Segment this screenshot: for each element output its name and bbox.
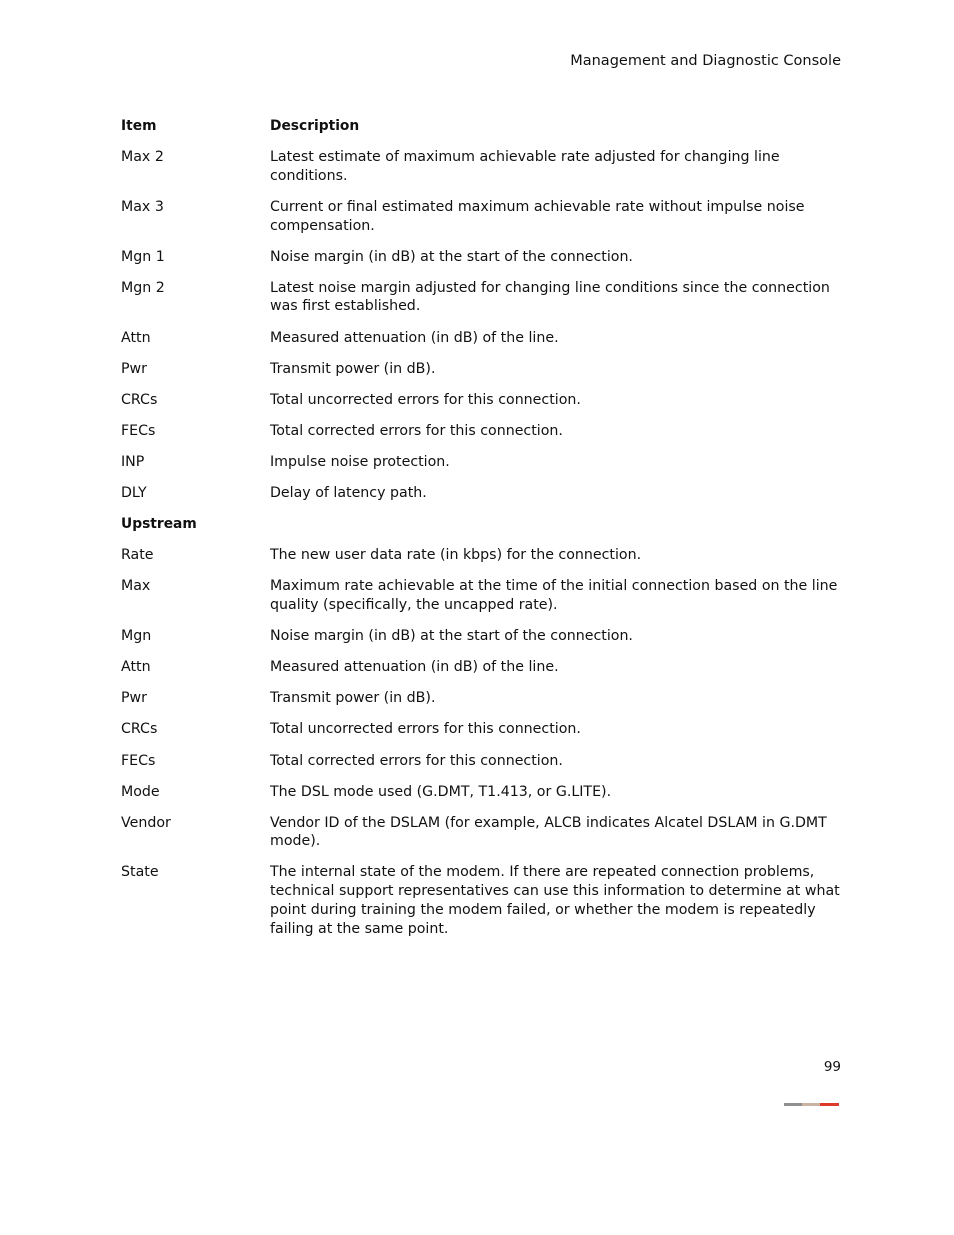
item-cell: Attn: [121, 329, 151, 346]
description-cell: Total uncorrected errors for this connection.: [270, 391, 581, 408]
table-row: [121, 546, 841, 565]
description-cell: Noise margin (in dB) at the start of the connection.: [270, 248, 633, 265]
table-row: [121, 484, 841, 503]
description-cell: Latest estimate of maximum achievable rate adjusted for changing line conditions.: [270, 149, 780, 184]
table-row: [121, 783, 841, 802]
table-row: [121, 814, 841, 851]
item-cell: Max 2: [121, 149, 164, 166]
table-row: [121, 279, 841, 316]
table-row: [121, 863, 841, 938]
description-cell: The new user data rate (in kbps) for the connection.: [270, 547, 642, 564]
item-cell: CRCs: [121, 391, 158, 408]
item-cell: Mode: [121, 783, 160, 800]
description-cell: Maximum rate achievable at the time of the initial connection based on the line quality (specifically, the uncapped rate).: [270, 578, 838, 614]
description-cell: Transmit power (in dB).: [270, 690, 436, 707]
description-cell: Total corrected errors for this connection.: [270, 422, 563, 439]
item-cell: State: [121, 864, 159, 881]
description-cell: Latest noise margin adjusted for changing line conditions since the connection was first established.: [270, 279, 830, 315]
table-row: [121, 752, 841, 771]
description-cell: Total corrected errors for this connection.: [270, 752, 563, 769]
item-cell: Mgn: [121, 628, 152, 645]
item-cell: Max: [121, 578, 151, 595]
item-cell: CRCs: [121, 721, 158, 738]
description-cell: Vendor ID of the DSLAM (for example, ALCB indicates Alcatel DSLAM in G.DMT mode).: [270, 814, 827, 850]
table-row: [121, 577, 841, 614]
description-cell: Noise margin (in dB) at the start of the connection.: [270, 628, 633, 645]
item-description-table: [121, 117, 841, 951]
item-cell: Rate: [121, 547, 154, 564]
footer-bar-segment-gray: [784, 1103, 802, 1106]
table-row: [121, 627, 841, 646]
table-header-row: [121, 117, 841, 136]
section-heading-upstream: [121, 515, 841, 534]
table-row: [121, 329, 841, 348]
description-cell: The DSL mode used (G.DMT, T1.413, or G.LITE).: [270, 783, 612, 800]
table-row: [121, 422, 841, 441]
item-cell: Attn: [121, 659, 151, 676]
item-cell: Vendor: [121, 814, 171, 831]
description-cell: Total uncorrected errors for this connection.: [270, 721, 581, 738]
table-row: [121, 148, 841, 185]
table-row: [121, 658, 841, 677]
table-row: [121, 360, 841, 379]
item-cell: Max 3: [121, 198, 164, 215]
footer-color-bar: [784, 1103, 839, 1106]
item-cell: Mgn 2: [121, 279, 165, 296]
section-label: Upstream: [121, 516, 197, 533]
item-cell: FECs: [121, 422, 156, 439]
description-cell: Impulse noise protection.: [270, 453, 450, 470]
page-number: 99: [823, 1059, 841, 1075]
description-cell: Measured attenuation (in dB) of the line.: [270, 329, 559, 346]
item-cell: FECs: [121, 752, 156, 769]
table-row: [121, 248, 841, 267]
table-row: [121, 689, 841, 708]
description-cell: Transmit power (in dB).: [270, 360, 436, 377]
item-cell: INP: [121, 453, 145, 470]
running-header: Management and Diagnostic Console: [570, 53, 841, 69]
item-cell: Pwr: [121, 690, 147, 707]
table-row: [121, 453, 841, 472]
description-cell: Current or final estimated maximum achievable rate without impulse noise compensation.: [270, 198, 805, 234]
table-row: [121, 720, 841, 739]
description-cell: The internal state of the modem. If there are repeated connection problems, technical support representatives can use this information to determine at what point during training the modem failed, or whether the modem is repeatedly failing at the same point.: [270, 864, 840, 937]
description-cell: Delay of latency path.: [270, 485, 427, 502]
item-cell: DLY: [121, 485, 147, 502]
item-cell: Pwr: [121, 360, 147, 377]
table-row: [121, 391, 841, 410]
column-header-item: Item: [121, 118, 157, 134]
column-header-description: Description: [270, 118, 360, 134]
footer-bar-segment-tan: [802, 1103, 820, 1106]
table-row: [121, 198, 841, 235]
footer-bar-segment-red: [820, 1103, 839, 1106]
item-cell: Mgn 1: [121, 248, 165, 265]
description-cell: Measured attenuation (in dB) of the line.: [270, 659, 559, 676]
